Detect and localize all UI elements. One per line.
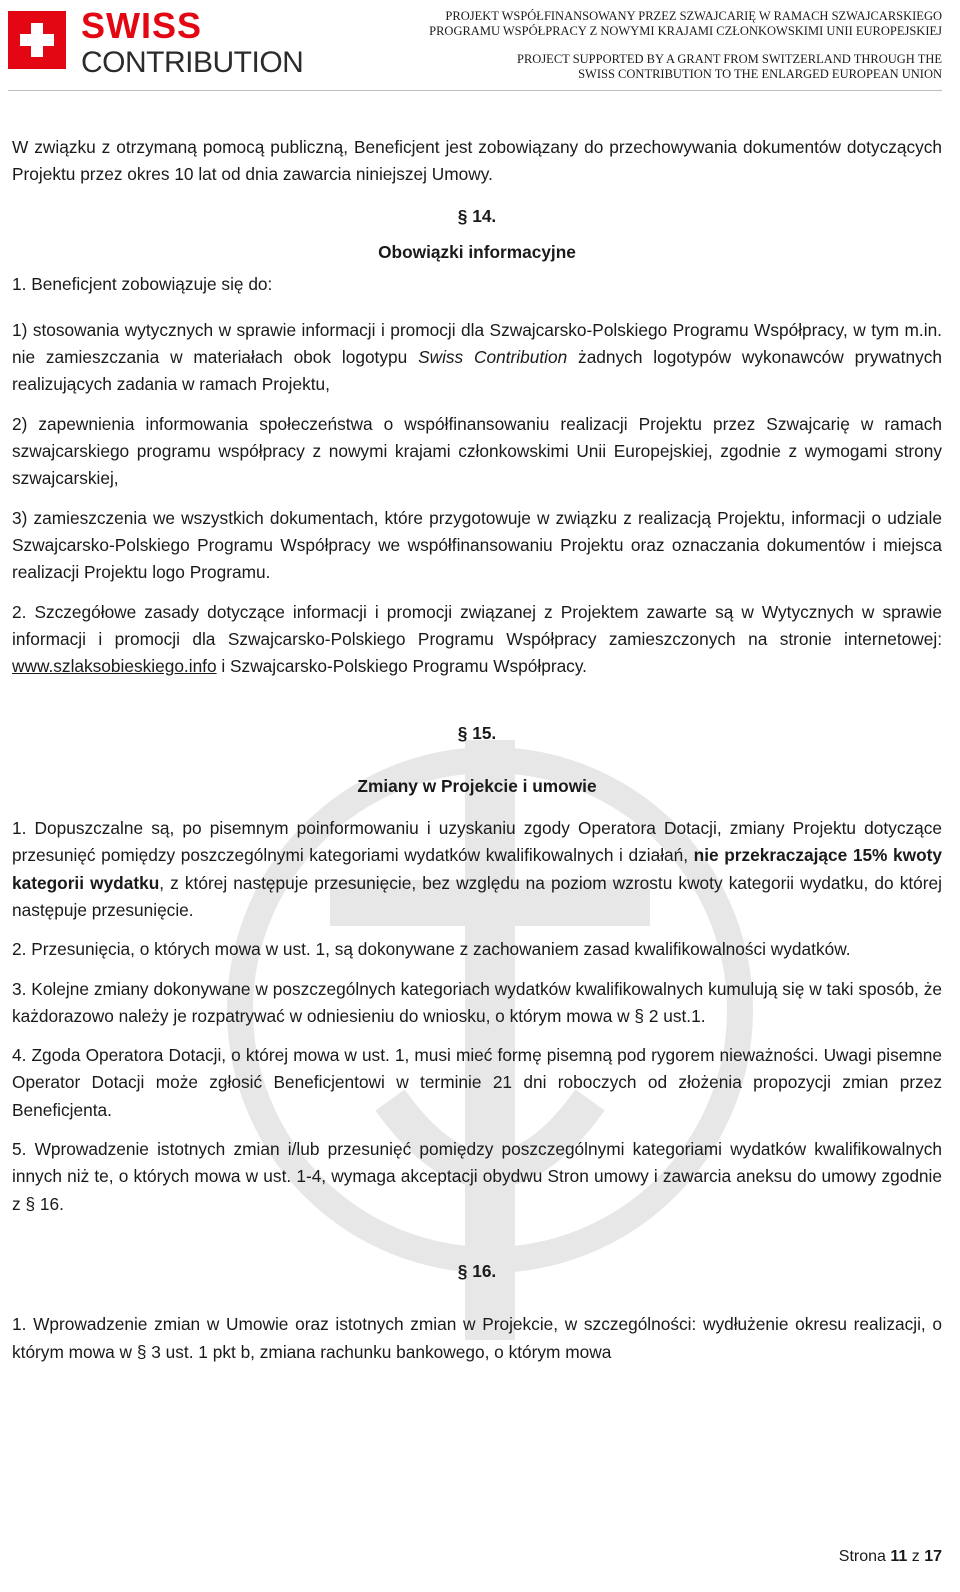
section-14-heading [12, 203, 942, 230]
section-15-paragraph-3: 3. Kolejne zmiany dokonywane w poszczególnych kategoriach wydatków kwalifikowalnych kumulują się w taki sposób, że każdorazowo należy je rozpatrywać w odniesieniu do wniosku, o którym mowa w § 2 ust.1. [12, 978, 942, 1026]
website-link[interactable]: www.szlaksobieskiego.info [12, 656, 217, 677]
logo-swiss-text: SWISS [81, 5, 203, 46]
page-label: Strona [838, 1548, 886, 1565]
swiss-flag-icon [8, 11, 66, 69]
section-sign: § [457, 1260, 468, 1281]
section-16-heading [12, 1258, 942, 1285]
section-16-paragraph-1: 1. Wprowadzenie zmian w Umowie oraz istotnych zmian w Projekcie, w szczególności: wydłużenie okresu realizacji, o którym mowa w § 3 ust. 1 pkt b, zmiana rachunku bankowego, o którym mowa [12, 1314, 942, 1362]
section-15-paragraph-5: 5. Wprowadzenie istotnych zmian i/lub przesunięć pomiędzy poszczególnymi kategoriami wydatków kwalifikowalnych innych niż te, o których mowa w ust. 1-4, wymaga akceptacji obydwu Stron umowy i zawarcia aneksu do umowy zgodnie z § 16. [12, 1139, 942, 1214]
page-current: 11 [890, 1548, 908, 1565]
section-14-paragraph-2: 2. Szczegółowe zasady dotyczące informacji i promocji związanej z Projektem zawarte są w Wytycznych w sprawie informacji i promocji dla Szwajcarsko-Polskiego Programu Współpracy zamieszczonych na stronie internetowej: www.szlaksobieskiego.info i Szwajcarsko-Polskiego Programu Współpracy. [12, 601, 942, 677]
section-14-paragraph-1: 1. Beneficjent zobowiązuje się do: [12, 273, 273, 294]
section-15-paragraph-4: 4. Zgoda Operatora Dotacji, o której mowa w ust. 1, musi mieć formę pisemną pod rygorem nieważności. Uwagi pisemne Operator Dotacji może zgłosić Beneficjentowi w terminie 21 dni roboczych od złożenia propozycji zmian przez Beneficjenta. [12, 1045, 942, 1120]
section-15-paragraph-1: 1. Dopuszczalne są, po pisemnym poinformowaniu i uzyskaniu zgody Operatora Dotacji, zmiany Projektu dotyczące przesunięć pomiędzy poszczególnymi kategoriami wydatków kwalifikowalnych i działań, nie przekraczające 15% kwoty kategorii wydatku, z której następuje przesunięcie, bez względu na poziom wzrostu kwoty kategorii wydatku, do której następuje przesunięcie. [12, 818, 942, 920]
intro-paragraph: W związku z otrzymaną pomocą publiczną, Beneficjent jest zobowiązany do przechowywania dokumentów dotyczących Projektu przez okres 10 lat od dnia zawarcia niniejszej Umowy. [12, 137, 942, 185]
section-15-paragraph-2: 2. Przesunięcia, o których mowa w ust. 1, są dokonywane z zachowaniem zasad kwalifikowalności wydatków. [12, 939, 851, 960]
page-header [0, 0, 960, 92]
section-14-point-2: 2) zapewnienia informowania społeczeństwa o współfinansowaniu realizacji Projektu przez Szwajcarię w ramach szwajcarskiego programu współpracy z nowymi krajami członkowskimi Unii Europejskiej, zgodnie z wymogami strony szwajcarskiej, [12, 413, 942, 489]
document-body [12, 134, 942, 1366]
section-sign: § [457, 205, 468, 226]
header-english-statement: PROJECT SUPPORTED BY A GRANT FROM SWITZERLAND THROUGH THE SWISS CONTRIBUTION TO THE ENLARGED EUROPEAN UNION [517, 52, 942, 81]
swiss-contribution-logo [8, 5, 308, 80]
section-number: 16. [472, 1260, 497, 1281]
section-15-title: Zmiany w Projekcie i umowie [357, 775, 597, 796]
section-number: 14. [472, 205, 497, 226]
section-14-point-3: 3) zamieszczenia we wszystkich dokumentach, które przygotowuje w związku z realizacją Projektu, informacji o udziale Szwajcarsko-Polskiego Programu Współpracy we współfinansowaniu Projektu oraz oznaczania dokumentów i miejsca realizacji Projektu logo Programu. [12, 507, 942, 583]
page-of: z [911, 1548, 920, 1565]
logo-contribution-text: CONTRIBUTION [81, 46, 304, 79]
page-number [839, 1548, 942, 1566]
section-number: 15. [472, 723, 497, 744]
header-divider [8, 90, 942, 91]
section-14-point-1: 1) stosowania wytycznych w sprawie informacji i promocji dla Szwajcarsko-Polskiego Programu Współpracy, w tym m.in. nie zamieszczania w materiałach obok logotypu Swiss Contribution żadnych logotypów wykonawców prywatnych realizujących zadania w ramach Projektu, [12, 319, 942, 395]
section-sign: § [457, 723, 468, 744]
section-15-heading [12, 720, 942, 747]
header-polish-statement: PROJEKT WSPÓŁFINANSOWANY PRZEZ SZWAJCARIĘ W RAMACH SZWAJCARSKIEGO PROGRAMU WSPÓŁPRACY Z NOWYMI KRAJAMI CZŁONKOWSKIMI UNII EUROPEJSKIEJ [429, 9, 942, 38]
section-14-title: Obowiązki informacyjne [378, 241, 576, 262]
page-total: 17 [924, 1548, 942, 1565]
